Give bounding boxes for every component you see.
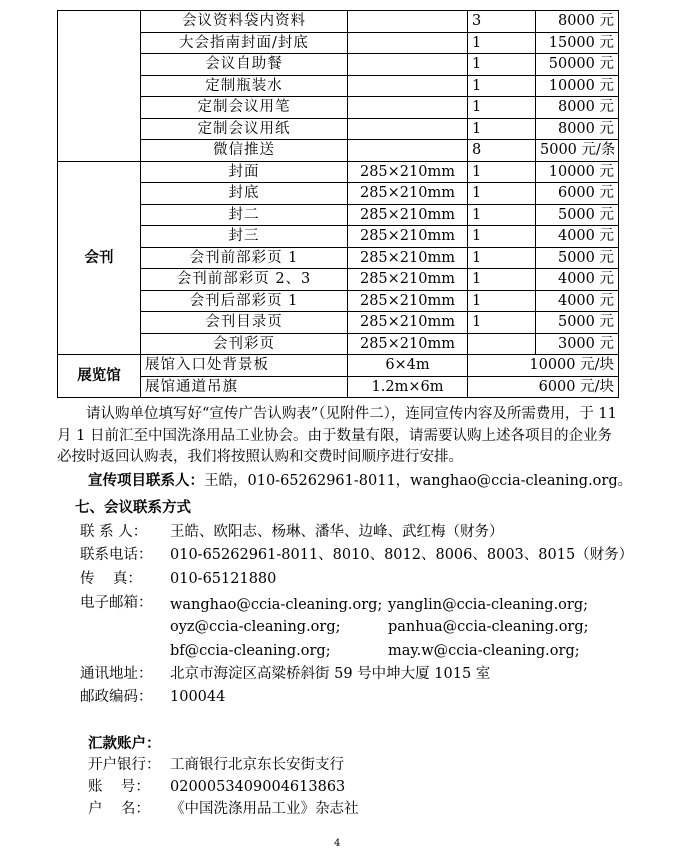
item-cell: 展馆通道吊旗 bbox=[141, 376, 348, 398]
qty-cell: 1 bbox=[468, 97, 536, 119]
price-cell: 50000 元 bbox=[536, 54, 619, 76]
table-row bbox=[58, 290, 619, 312]
price-cell: 3000 元 bbox=[536, 333, 619, 355]
account-row bbox=[88, 776, 345, 798]
page-number: 4 bbox=[334, 838, 341, 849]
item-cell: 定制会议用纸 bbox=[141, 118, 348, 140]
qty-cell: 1 bbox=[468, 183, 536, 205]
spec-cell: 285×210mm bbox=[348, 204, 468, 226]
spec-cell: 285×210mm bbox=[348, 333, 468, 355]
email-link[interactable]: yanglin@ccia-cleaning.org; bbox=[388, 597, 589, 613]
spec-cell bbox=[348, 32, 468, 54]
table-row bbox=[58, 355, 619, 377]
bank-value: 工商银行北京东长安街支行 bbox=[170, 757, 344, 773]
item-cell: 会刊目录页 bbox=[141, 312, 348, 334]
qty-cell: 1 bbox=[468, 118, 536, 140]
table-row bbox=[58, 226, 619, 248]
qty-cell: 1 bbox=[468, 204, 536, 226]
qty-cell bbox=[468, 333, 536, 355]
item-cell: 展馆入口处背景板 bbox=[141, 355, 348, 377]
price-cell: 6000 元 bbox=[536, 183, 619, 205]
spec-cell: 285×210mm bbox=[348, 161, 468, 183]
zip-label: 邮政编码： bbox=[80, 689, 153, 705]
price-cell: 4000 元 bbox=[536, 269, 619, 291]
price-cell: 5000 元 bbox=[536, 247, 619, 269]
table-row bbox=[58, 204, 619, 226]
spec-cell bbox=[348, 11, 468, 33]
zip-value: 100044 bbox=[170, 689, 226, 705]
account-label: 账 号： bbox=[88, 779, 150, 795]
promo-contact-value: 王皓，010-65262961-8011，wanghao@ccia-cleaning.org。 bbox=[204, 473, 633, 489]
price-cell: 4000 元 bbox=[536, 226, 619, 248]
qty-cell: 1 bbox=[468, 32, 536, 54]
item-cell: 定制会议用笔 bbox=[141, 97, 348, 119]
table-row bbox=[58, 247, 619, 269]
item-cell: 大会指南封面/封底 bbox=[141, 32, 348, 54]
phone-row bbox=[80, 544, 633, 566]
spec-cell bbox=[348, 140, 468, 162]
price-cell: 10000 元/块 bbox=[468, 355, 619, 377]
table-row bbox=[58, 118, 619, 140]
table-row bbox=[58, 183, 619, 205]
contacts-row bbox=[80, 521, 504, 543]
price-cell: 6000 元/块 bbox=[468, 376, 619, 398]
category-cell bbox=[58, 11, 141, 162]
qty-cell: 1 bbox=[468, 290, 536, 312]
spec-cell: 1.2m×6m bbox=[348, 376, 468, 398]
item-cell: 微信推送 bbox=[141, 140, 348, 162]
ad-price-table bbox=[57, 10, 619, 398]
remit-title: 汇款账户： bbox=[88, 736, 161, 752]
item-cell: 封底 bbox=[141, 183, 348, 205]
price-cell: 8000 元 bbox=[536, 11, 619, 33]
table-row bbox=[58, 376, 619, 398]
item-cell: 会刊彩页 bbox=[141, 333, 348, 355]
fax-value: 010-65121880 bbox=[170, 571, 277, 587]
account-value: 0200053409004613863 bbox=[170, 779, 346, 795]
email-link[interactable]: panhua@ccia-cleaning.org; bbox=[388, 619, 589, 635]
spec-cell bbox=[348, 97, 468, 119]
address-label: 通讯地址： bbox=[80, 666, 153, 682]
price-cell: 8000 元 bbox=[536, 97, 619, 119]
spec-cell: 6×4m bbox=[348, 355, 468, 377]
item-cell: 会议资料袋内资料 bbox=[141, 11, 348, 33]
promo-contact-label: 宣传项目联系人： bbox=[88, 473, 204, 489]
qty-cell: 1 bbox=[468, 247, 536, 269]
price-cell: 10000 元 bbox=[536, 161, 619, 183]
table-row bbox=[58, 54, 619, 76]
qty-cell: 1 bbox=[468, 269, 536, 291]
spec-cell: 285×210mm bbox=[348, 226, 468, 248]
fax-label: 传 真： bbox=[80, 571, 142, 587]
table-row bbox=[58, 32, 619, 54]
address-row bbox=[80, 663, 490, 685]
table-row bbox=[58, 269, 619, 291]
zip-row bbox=[80, 686, 225, 708]
qty-cell: 1 bbox=[468, 75, 536, 97]
email-link[interactable]: may.w@ccia-cleaning.org; bbox=[388, 643, 580, 659]
spec-cell bbox=[348, 54, 468, 76]
table-row bbox=[58, 161, 619, 183]
spec-cell: 285×210mm bbox=[348, 269, 468, 291]
payee-value: 《中国洗涤用品工业》杂志社 bbox=[170, 801, 359, 817]
fax-row bbox=[80, 568, 276, 590]
qty-cell: 1 bbox=[468, 312, 536, 334]
item-cell: 会刊前部彩页 1 bbox=[141, 247, 348, 269]
price-cell: 5000 元 bbox=[536, 312, 619, 334]
item-cell: 定制瓶装水 bbox=[141, 75, 348, 97]
section-title: 七、会议联系方式 bbox=[75, 500, 191, 516]
spec-cell bbox=[348, 75, 468, 97]
qty-cell: 1 bbox=[468, 226, 536, 248]
address-value: 北京市海淀区高粱桥斜街 59 号中坤大厦 1015 室 bbox=[170, 666, 491, 682]
instruction-paragraph: 请认购单位填写好“宣传广告认购表”（见附件二），连同宣传内容及所需费用，于 11 月 1 日前汇至中国洗涤用品工业协会。由于数量有限，请需要认购上述各项目的企业务必按时返回认购表，我们将按照认购和交费时间顺序进行安排。 bbox=[57, 406, 617, 465]
payee-label: 户 名： bbox=[88, 801, 150, 817]
item-cell: 封二 bbox=[141, 204, 348, 226]
spec-cell: 285×210mm bbox=[348, 247, 468, 269]
qty-cell: 3 bbox=[468, 11, 536, 33]
table-row bbox=[58, 140, 619, 162]
price-cell: 4000 元 bbox=[536, 290, 619, 312]
item-cell: 会刊前部彩页 2、3 bbox=[141, 269, 348, 291]
phone-value: 010-65262961-8011、8010、8012、8006、8003、8015（财务） bbox=[170, 547, 634, 563]
table-row bbox=[58, 312, 619, 334]
email-link[interactable]: wanghao@ccia-cleaning.org; bbox=[170, 597, 383, 613]
email-label: 电子邮箱： bbox=[80, 595, 153, 611]
email-link[interactable]: oyz@ccia-cleaning.org; bbox=[170, 619, 341, 635]
table-row bbox=[58, 333, 619, 355]
item-cell: 封面 bbox=[141, 161, 348, 183]
payee-row bbox=[88, 798, 359, 820]
item-cell: 封三 bbox=[141, 226, 348, 248]
email-link[interactable]: bf@ccia-cleaning.org; bbox=[170, 643, 331, 659]
category-cell-venue: 展览馆 bbox=[58, 355, 141, 398]
bank-label: 开户银行： bbox=[88, 757, 161, 773]
category-cell-journal: 会刊 bbox=[58, 161, 141, 355]
spec-cell bbox=[348, 118, 468, 140]
contacts-value: 王皓、欧阳志、杨琳、潘华、边峰、武红梅（财务） bbox=[170, 524, 504, 540]
table-row bbox=[58, 97, 619, 119]
promo-contact-line bbox=[88, 470, 632, 492]
qty-cell: 1 bbox=[468, 54, 536, 76]
spec-cell: 285×210mm bbox=[348, 312, 468, 334]
price-cell: 5000 元/条 bbox=[536, 140, 619, 162]
price-cell: 15000 元 bbox=[536, 32, 619, 54]
price-cell: 10000 元 bbox=[536, 75, 619, 97]
table-row bbox=[58, 75, 619, 97]
table-row bbox=[58, 11, 619, 33]
item-cell: 会议自助餐 bbox=[141, 54, 348, 76]
spec-cell: 285×210mm bbox=[348, 290, 468, 312]
qty-cell: 8 bbox=[468, 140, 536, 162]
contacts-label: 联 系 人： bbox=[80, 524, 148, 540]
item-cell: 会刊后部彩页 1 bbox=[141, 290, 348, 312]
qty-cell: 1 bbox=[468, 161, 536, 183]
bank-row bbox=[88, 754, 344, 776]
spec-cell: 285×210mm bbox=[348, 183, 468, 205]
phone-label: 联系电话： bbox=[80, 547, 153, 563]
price-cell: 5000 元 bbox=[536, 204, 619, 226]
price-cell: 8000 元 bbox=[536, 118, 619, 140]
